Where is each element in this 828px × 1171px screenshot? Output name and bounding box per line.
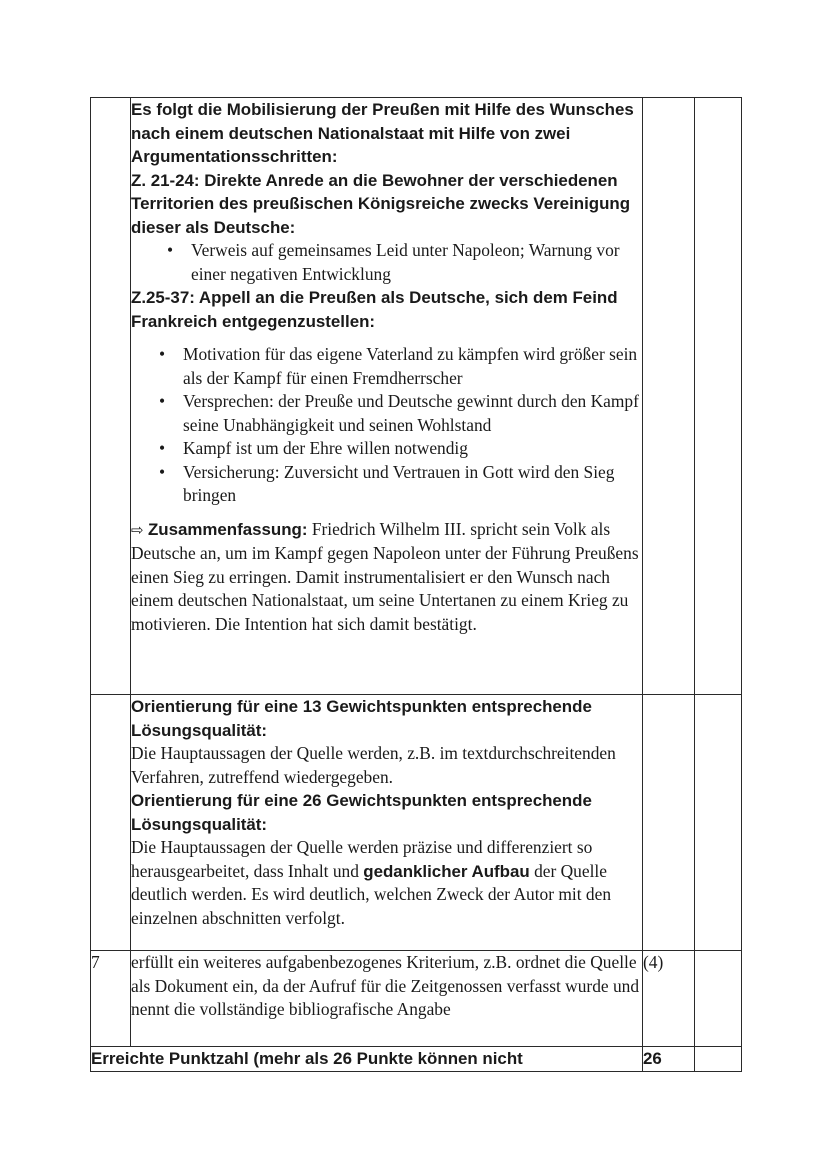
list-item: • Versicherung: Zuversicht und Vertrauen in Gott wird den Sieg bringen <box>183 461 642 508</box>
table-row <box>91 98 742 695</box>
summary-label: Zusammenfassung: <box>147 519 308 539</box>
table-row <box>91 951 742 1047</box>
list-item: • Verweis auf gemeinsames Leid unter Napoleon; Warnung vor einer negativen Entwicklung <box>191 239 642 286</box>
arrow-right-icon: ⇨ <box>131 520 144 539</box>
list-item: • Motivation für das eigene Vaterland zu kämpfen wird größer sein als der Kampf für einen Fremdherrscher <box>183 343 642 390</box>
content-cell <box>131 98 643 695</box>
total-label: Erreichte Punktzahl (mehr als 26 Punkte können nicht <box>91 1047 643 1072</box>
number-cell: 7 <box>91 951 131 1047</box>
points-cell: (4) <box>643 951 695 1047</box>
orientation-26-text-a: Die Hauptaussagen der Quelle werden präzise und differenziert so herausgearbeitet, dass Inhalt und <box>131 837 593 881</box>
table-row <box>91 695 742 951</box>
points-cell <box>643 695 695 951</box>
orientation-13-heading: Orientierung für eine 13 Gewichtspunkten entsprechende Lösungsqualität: <box>131 697 592 740</box>
orientation-26-heading: Orientierung für eine 26 Gewichtspunkten entsprechende Lösungsqualität: <box>131 791 592 834</box>
score-cell <box>695 951 742 1047</box>
bullet-list-1 <box>131 239 642 286</box>
number-cell <box>91 98 131 695</box>
total-points: 26 <box>643 1047 695 1072</box>
orientation-26-paragraph <box>131 836 642 930</box>
total-row <box>91 1047 742 1072</box>
orientation-26-text-b: der Quelle deutlich werden. Es wird deutlich, welchen Zweck der Autor mit den einzelnen abschnitten verfolgt. <box>131 860 612 928</box>
number-cell <box>91 695 131 951</box>
intro-text: Es folgt die Mobilisierung der Preußen mit Hilfe des Wunsches nach einem deutschen Nationalstaat mit Hilfe von zwei Argumentationsschritten: <box>131 100 634 166</box>
content-cell <box>131 695 643 951</box>
score-cell <box>695 695 742 951</box>
list-item: • Kampf ist um der Ehre willen notwendig <box>183 437 642 461</box>
summary-text: Friedrich Wilhelm III. spricht sein Volk als Deutsche an, um im Kampf gegen Napoleon unter der Führung Preußens einen Sieg zu erringen. Damit instrumentalisiert er den Wunsch nach einem deutschen Nationalstaat, um seine Untertanen zu einem Krieg zu motivieren. Die Intention hat sich damit bestätigt. <box>131 518 639 634</box>
orientation-13-text: Die Hauptaussagen der Quelle werden, z.B. im textdurchschreitenden Verfahren, zutreffend wiedergegeben. <box>131 743 616 787</box>
points-cell <box>643 98 695 695</box>
evaluation-table <box>90 97 742 1072</box>
summary-paragraph <box>131 518 642 637</box>
content-cell: erfüllt ein weiteres aufgabenbezogenes Kriterium, z.B. ordnet die Quelle als Dokument ein, da der Aufruf für die Zeitgenossen verfasst wurde und nennt die vollständige bibliografische Angabe <box>131 951 643 1047</box>
bullet-list-2 <box>131 343 642 508</box>
orientation-26-bold: gedanklicher Aufbau <box>363 861 530 881</box>
score-cell <box>695 1047 742 1072</box>
section-heading-2: Z.25-37: Appell an die Preußen als Deutsche, sich dem Feind Frankreich entgegenzustellen: <box>131 288 618 331</box>
list-item: • Versprechen: der Preuße und Deutsche gewinnt durch den Kampf seine Unabhängigkeit und seinen Wohlstand <box>183 390 642 437</box>
score-cell <box>695 98 742 695</box>
section-heading-1: Z. 21-24: Direkte Anrede an die Bewohner der verschiedenen Territorien des preußischen Königsreiche zwecks Vereinigung dieser als Deutsche: <box>131 170 631 237</box>
